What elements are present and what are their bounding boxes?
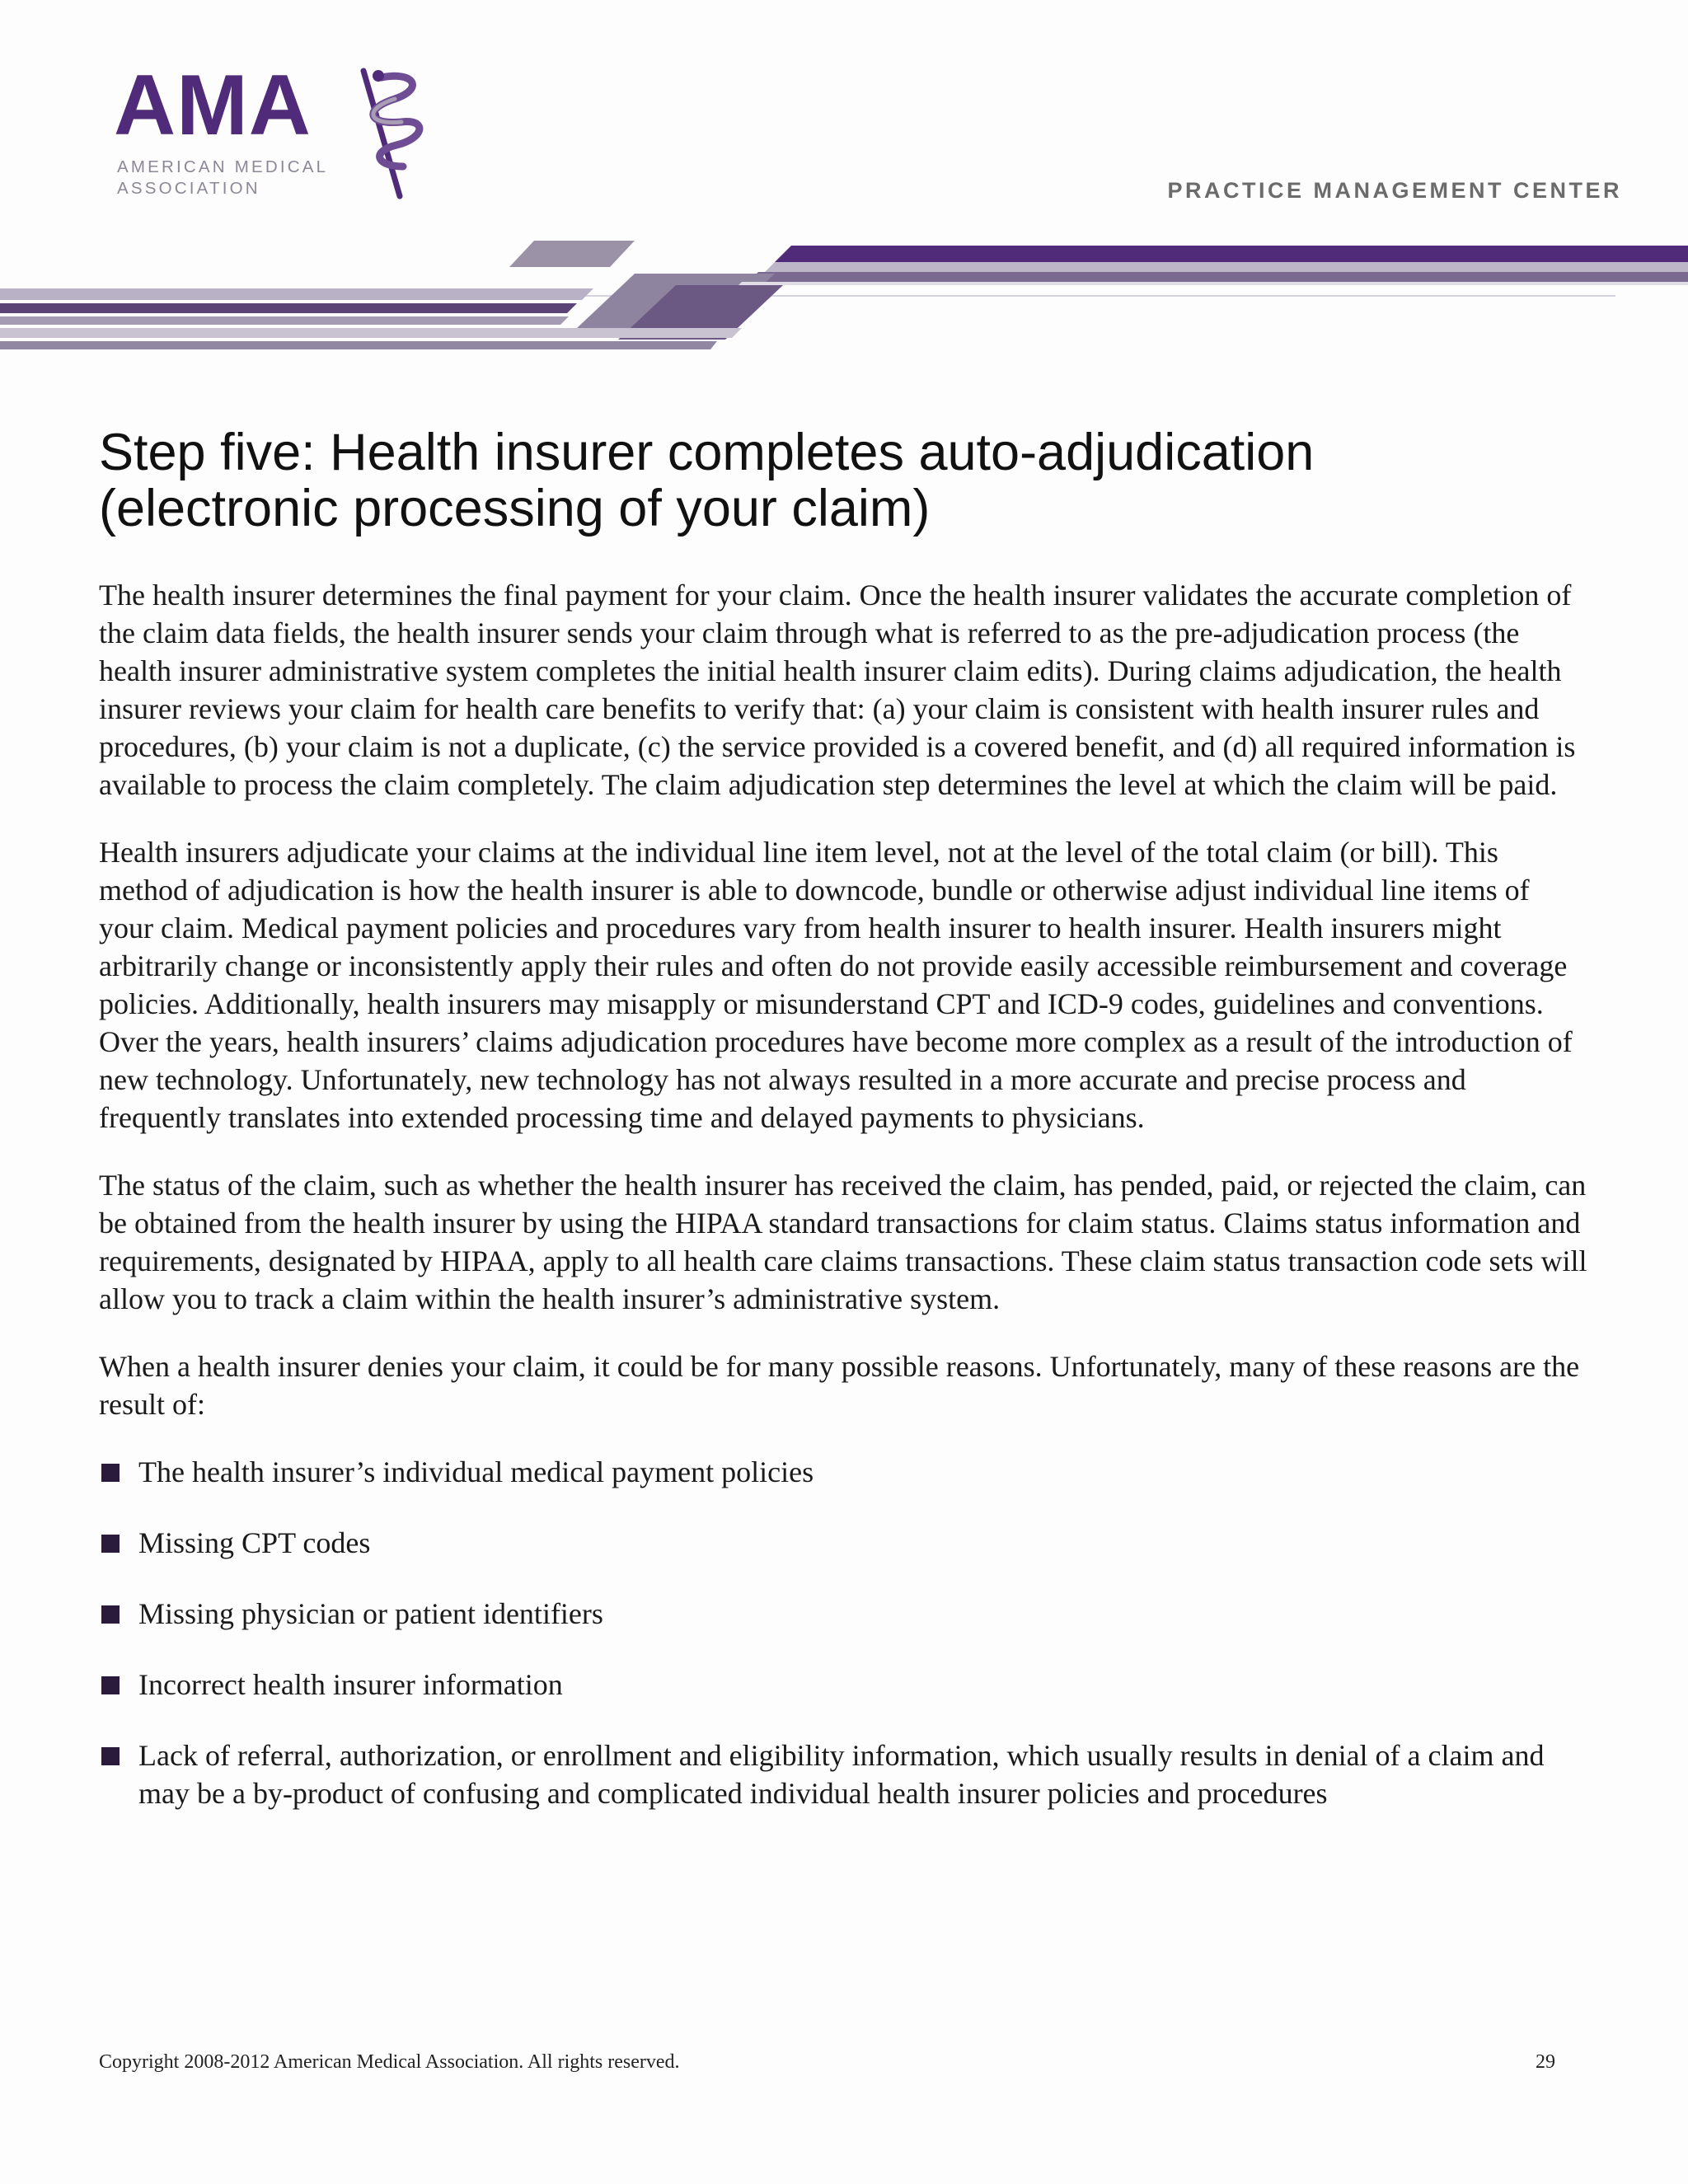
footer-copyright: Copyright 2008-2012 American Medical Association. All rights reserved. — [99, 2051, 680, 2073]
paragraph-denial-reasons-intro: When a health insurer denies your claim, it could be for many possible reasons. Unfortunately, many of these reasons are the result of: — [99, 1350, 1580, 1421]
page-title-line1: Step five: Health insurer completes auto-adjudication — [99, 424, 1315, 481]
square-bullet-icon — [101, 1605, 120, 1624]
list-item-text: Missing physician or patient identifiers — [138, 1597, 603, 1630]
main-content — [99, 424, 1591, 1845]
list-item-text: The health insurer’s individual medical payment policies — [138, 1455, 814, 1488]
caduceus-icon — [349, 64, 431, 204]
list-item — [99, 1736, 1591, 1812]
list-item — [99, 1595, 1591, 1633]
paragraph-line-item-level: Health insurers adjudicate your claims at the individual line item level, not at the level of the total claim (or bill). This method of adjudication is how the health insurer is able to downcode, bundle or otherwise adjust individual line items of your claim. Medical payment policies and procedures vary from health insurer to health insurer. Health insurers might arbitrarily change or inconsistently apply their rules and often do not provide easily accessible reimbursement and coverage policies. Additionally, health insurers may misapply or misunderstand CPT and ICD-9 codes, guidelines and conventions. Over the years, health insurers’ claims adjudication procedures have become more complex as a result of the introduction of new technology. Unfortunately, new technology has not always resulted in a more accurate and precise process and frequently translates into extended processing time and delayed payments to physicians. — [99, 836, 1573, 1134]
logo-subtitle — [117, 157, 328, 199]
logo-wordmark: AMA — [114, 58, 312, 153]
square-bullet-icon — [101, 1747, 120, 1765]
square-bullet-icon — [101, 1535, 120, 1553]
list-item-text: Missing CPT codes — [138, 1526, 371, 1559]
page-header — [0, 0, 1688, 363]
ama-logo — [114, 58, 427, 213]
list-item-text: Incorrect health insurer information — [138, 1668, 563, 1701]
header-banner-stripes — [0, 231, 1688, 363]
list-item-text: Lack of referral, authorization, or enrollment and eligibility information, which usually results in denial of a claim and may be a by-product of confusing and complicated individual health insurer policies and procedures — [138, 1739, 1545, 1810]
footer-page-number: 29 — [1536, 2051, 1555, 2073]
page-title — [99, 424, 1591, 537]
list-item — [99, 1524, 1591, 1562]
list-item — [99, 1453, 1591, 1491]
square-bullet-icon — [101, 1464, 120, 1482]
logo-subtitle-line2: ASSOCIATION — [117, 179, 260, 198]
paragraph-adjudication-overview: The health insurer determines the final payment for your claim. Once the health insurer validates the accurate completion of the claim data fields, the health insurer sends your claim through what is referred to as the pre-adjudication process (the health insurer administrative system completes the initial health insurer claim edits). During claims adjudication, the health insurer reviews your claim for health care benefits to verify that: (a) your claim is consistent with health insurer rules and procedures, (b) your claim is not a duplicate, (c) the service provided is a covered benefit, and (d) all required information is available to process the claim completely. The claim adjudication step determines the level at which the claim will be paid. — [99, 579, 1576, 801]
logo-subtitle-line1: AMERICAN MEDICAL — [117, 157, 329, 176]
square-bullet-icon — [101, 1676, 120, 1694]
paragraph-claim-status: The status of the claim, such as whether the health insurer has received the claim, has pended, paid, or rejected the claim, can be obtained from the health insurer by using the HIPAA standard transactions for claim status. Claims status information and requirements, designated by HIPAA, apply to all health care claims transactions. These claim status transaction code sets will allow you to track a claim within the health insurer’s administrative system. — [99, 1169, 1587, 1315]
list-item — [99, 1666, 1591, 1704]
practice-management-center-title: PRACTICE MANAGEMENT CENTER — [1167, 178, 1622, 203]
denial-reasons-list — [99, 1453, 1591, 1812]
page-title-line2: (electronic processing of your claim) — [99, 480, 931, 537]
